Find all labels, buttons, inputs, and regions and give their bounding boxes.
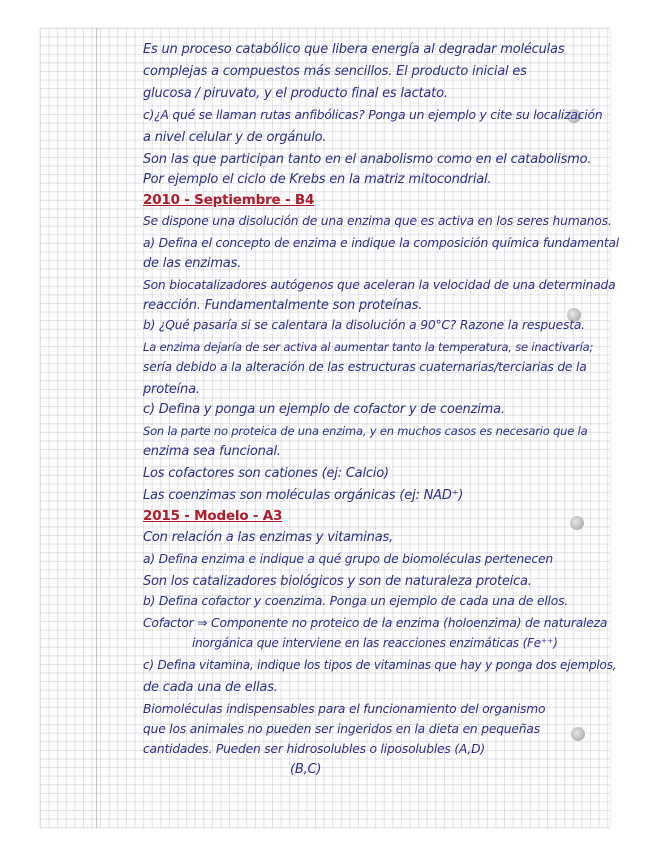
note-line: sería debido a la alteración de las estructuras cuaternarias/terciarias de la: [143, 360, 587, 374]
note-line: proteína.: [143, 382, 200, 397]
note-line: b) ¿Qué pasaría si se calentara la disolución a 90°C? Razone la respuesta.: [143, 318, 585, 332]
exam-heading-2015: 2015 - Modelo - A3: [143, 508, 283, 524]
note-line: c) Defina vitamina, indique los tipos de vitaminas que hay y ponga dos ejemplos,: [143, 658, 617, 672]
note-line: cantidades. Pueden ser hidrosolubles o liposolubles (A,D): [143, 742, 485, 756]
note-line: Son los catalizadores biológicos y son de naturaleza proteica.: [143, 574, 532, 589]
note-line: Las coenzimas son moléculas orgánicas (ej: NAD⁺): [143, 488, 464, 503]
note-line: Los cofactores son cationes (ej: Calcio): [143, 466, 389, 481]
exam-heading-2010: 2010 - Septiembre - B4: [143, 192, 315, 208]
note-line: complejas a compuestos más sencillos. El producto inicial es: [143, 64, 527, 79]
note-line: Son la parte no proteica de una enzima, y en muchos casos es necesario que la: [143, 424, 588, 438]
note-line: reacción. Fundamentalmente son proteínas.: [143, 298, 423, 313]
note-line: Cofactor ⇒ Componente no proteico de la enzima (holoenzima) de naturaleza: [143, 616, 608, 630]
punch-hole-4: [571, 727, 585, 741]
note-line: b) Defina cofactor y coenzima. Ponga un ejemplo de cada una de ellos.: [143, 594, 569, 608]
margin-line: [96, 28, 97, 828]
note-line: Se dispone una disolución de una enzima que es activa en los seres humanos.: [143, 214, 612, 228]
note-line: de cada una de ellas.: [143, 680, 278, 695]
note-line: que los animales no pueden ser ingeridos en la dieta en pequeñas: [143, 722, 540, 736]
note-line: Es un proceso catabólico que libera energía al degradar moléculas: [143, 42, 565, 57]
note-line: c) Defina y ponga un ejemplo de cofactor y de coenzima.: [143, 402, 505, 417]
note-line: Por ejemplo el ciclo de Krebs en la matriz mitocondrial.: [143, 172, 492, 187]
note-line: a) Defina el concepto de enzima e indique la composición química fundamental: [143, 236, 619, 250]
note-line: La enzima dejaría de ser activa al aumentar tanto la temperatura, se inactivaría;: [143, 340, 594, 354]
note-line: (B,C): [290, 762, 322, 777]
punch-hole-3: [570, 516, 584, 530]
note-line: Biomoléculas indispensables para el funcionamiento del organismo: [143, 702, 546, 716]
note-line: inorgánica que interviene en las reacciones enzimáticas (Fe⁺⁺): [192, 636, 558, 650]
note-line: c)¿A qué se llaman rutas anfibólicas? Ponga un ejemplo y cite su localización: [143, 108, 603, 122]
note-line: enzima sea funcional.: [143, 444, 281, 459]
note-line: a) Defina enzima e indique a qué grupo de biomoléculas pertenecen: [143, 552, 553, 566]
note-line: de las enzimas.: [143, 256, 242, 271]
note-line: Son las que participan tanto en el anabolismo como en el catabolismo.: [143, 152, 592, 167]
note-line: glucosa / piruvato, y el producto final es lactato.: [143, 86, 448, 101]
note-line: Con relación a las enzimas y vitaminas,: [143, 530, 393, 545]
note-line: Son biocatalizadores autógenos que aceleran la velocidad de una determinada: [143, 278, 616, 292]
note-line: a nivel celular y de orgánulo.: [143, 130, 327, 145]
